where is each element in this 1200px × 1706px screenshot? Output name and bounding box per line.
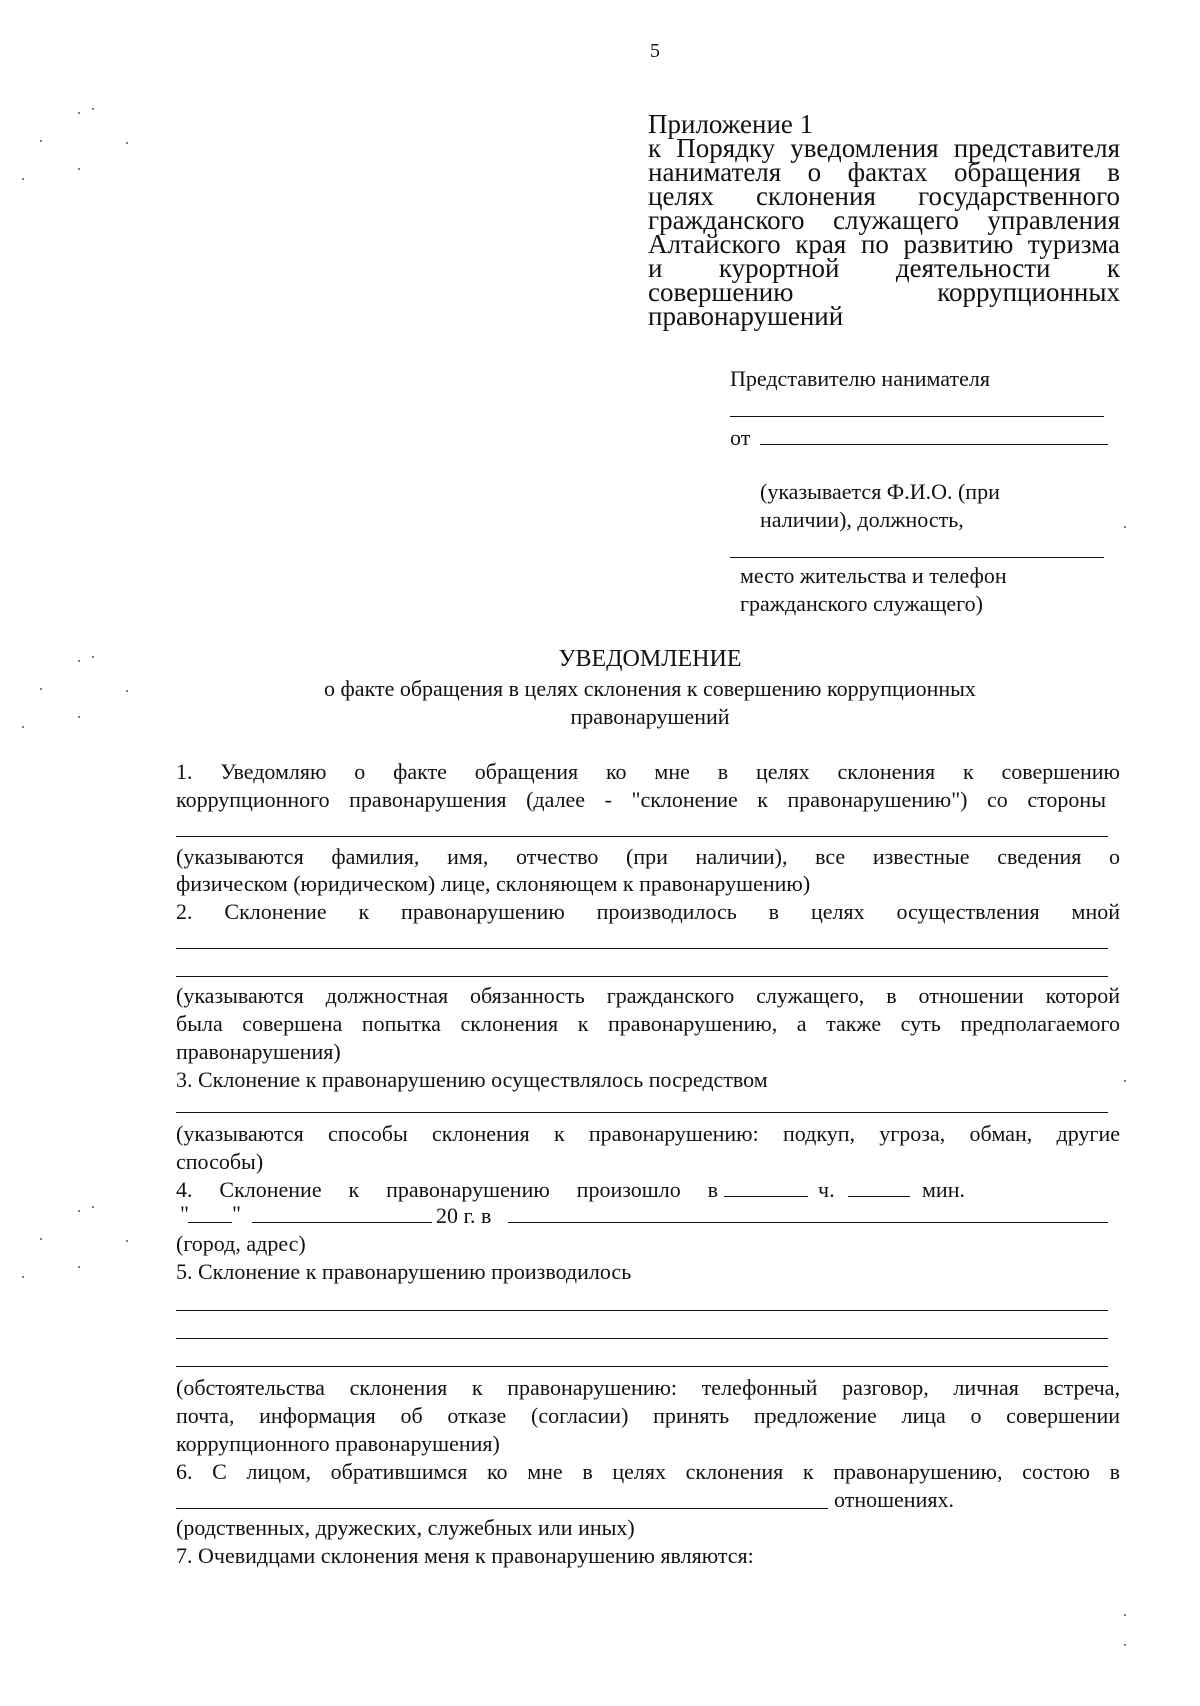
- scan-speck: [1124, 1644, 1126, 1646]
- scan-speck: [22, 726, 24, 728]
- scan-speck: [92, 1206, 94, 1208]
- fill-line: [176, 1310, 1108, 1311]
- minute-line: [848, 1196, 910, 1197]
- notice-subtitle: правонарушений: [570, 704, 730, 729]
- appendix-line: нанимателя о фактах обращения в: [648, 157, 1120, 187]
- scan-speck: [92, 656, 94, 658]
- item-3-text: 3. Склонение к правонарушению осуществлялось посредством: [176, 1067, 768, 1092]
- fill-line: [176, 948, 1108, 949]
- addressee-line-1: [730, 416, 1104, 417]
- addressee-hint: место жительства и телефон: [740, 563, 1007, 588]
- appendix-line: совершению коррупционных: [648, 277, 1120, 307]
- item-7-text: 7. Очевидцами склонения меня к правонарушению являются:: [176, 1543, 754, 1568]
- item-3-hint: (указываются способы склонения к правонарушению: подкуп, угроза, обман, другие: [176, 1121, 1120, 1146]
- scan-speck: [78, 112, 80, 114]
- item-2-hint: (указываются должностная обязанность гражданского служащего, в отношении которой: [176, 983, 1120, 1008]
- fill-line: [176, 1338, 1108, 1339]
- addressee-hint: (указывается Ф.И.О. (при: [760, 479, 1000, 504]
- appendix-line: к Порядку уведомления представителя: [648, 133, 1120, 163]
- scan-speck: [22, 1276, 24, 1278]
- item-5-hint: коррупционного правонарушения): [176, 1431, 500, 1456]
- addressee-hint: наличии), должность,: [760, 507, 964, 532]
- fill-line: [176, 1366, 1108, 1367]
- scan-speck: [78, 168, 80, 170]
- item-2-hint: была совершена попытка склонения к правонарушению, а также суть предполагаемого: [176, 1011, 1120, 1036]
- appendix-title: Приложение 1: [648, 109, 814, 139]
- scan-speck: [1124, 1614, 1126, 1616]
- item-2-text: 2. Склонение к правонарушению производилось в целях осуществления мной: [176, 899, 1120, 924]
- appendix-line: Алтайского края по развитию туризма: [648, 229, 1120, 259]
- item-4-text: 4. Склонение к правонарушению произошло в: [176, 1177, 718, 1202]
- day-line: [188, 1222, 232, 1223]
- scan-speck: [78, 1266, 80, 1268]
- item-1-hint: физическом (юридическом) лице, склоняющем к правонарушению): [176, 871, 811, 896]
- addressee-line-2: [760, 444, 1108, 445]
- scan-speck: [126, 690, 128, 692]
- fill-line: [176, 836, 1108, 837]
- addressee-line-3: [730, 557, 1104, 558]
- appendix-line: целях склонения государственного: [648, 181, 1120, 211]
- item-6-relations: отношениях.: [834, 1487, 954, 1512]
- scan-speck: [78, 660, 80, 662]
- scan-speck: [1124, 1080, 1126, 1082]
- hour-line: [724, 1196, 808, 1197]
- item-1-hint: (указываются фамилия, имя, отчество (при наличии), все известные сведения о: [176, 844, 1120, 869]
- appendix-line: гражданского служащего управления: [648, 205, 1120, 235]
- item-4-year: 20 г. в: [436, 1203, 492, 1228]
- notice-subtitle: о факте обращения в целях склонения к совершению коррупционных: [324, 676, 976, 701]
- scan-speck: [1124, 526, 1126, 528]
- appendix-line: и курортной деятельности к: [648, 253, 1120, 283]
- page-number: 5: [650, 40, 660, 62]
- item-4-minutes: мин.: [922, 1177, 965, 1202]
- scan-speck: [78, 716, 80, 718]
- quote-close: ": [232, 1201, 241, 1226]
- item-5-hint: почта, информация об отказе (согласии) принять предложение лица о совершении: [176, 1403, 1120, 1428]
- notice-title: УВЕДОМЛЕНИЕ: [558, 646, 742, 672]
- item-4-hint: (город, адрес): [176, 1231, 306, 1256]
- place-line: [508, 1222, 1108, 1223]
- scan-speck: [92, 108, 94, 110]
- addressee-from-label: от: [730, 425, 751, 450]
- scan-speck: [126, 1240, 128, 1242]
- item-6-text: 6. С лицом, обратившимся ко мне в целях склонения к правонарушению, состою в: [176, 1459, 1120, 1484]
- fill-line: [176, 976, 1108, 977]
- appendix-block: [648, 109, 1120, 331]
- item-1-text: 1. Уведомляю о факте обращения ко мне в целях склонения к совершению: [176, 759, 1120, 784]
- scan-speck: [40, 688, 42, 690]
- item-5-text: 5. Склонение к правонарушению производилось: [176, 1259, 632, 1284]
- fill-line: [176, 1112, 1108, 1113]
- item-6-hint: (родственных, дружеских, служебных или иных): [176, 1515, 635, 1540]
- item-3-hint: способы): [176, 1149, 264, 1174]
- appendix-line: правонарушений: [648, 301, 844, 331]
- relations-line: [176, 1508, 828, 1509]
- item-1-text: коррупционного правонарушения (далее - "склонение к правонарушению") со стороны: [176, 787, 1106, 812]
- item-4-hours: ч.: [818, 1177, 835, 1202]
- quote-open: ": [180, 1201, 189, 1226]
- scan-speck: [40, 140, 42, 142]
- addressee-to: Представителю нанимателя: [730, 366, 990, 391]
- scan-speck: [126, 142, 128, 144]
- addressee-hint: гражданского служащего): [740, 591, 983, 616]
- item-2-hint: правонарушения): [176, 1039, 341, 1064]
- scan-speck: [78, 1210, 80, 1212]
- month-line: [252, 1222, 432, 1223]
- scan-speck: [40, 1238, 42, 1240]
- scan-speck: [22, 178, 24, 180]
- item-5-hint: (обстоятельства склонения к правонарушению: телефонный разговор, личная встреча,: [176, 1375, 1120, 1400]
